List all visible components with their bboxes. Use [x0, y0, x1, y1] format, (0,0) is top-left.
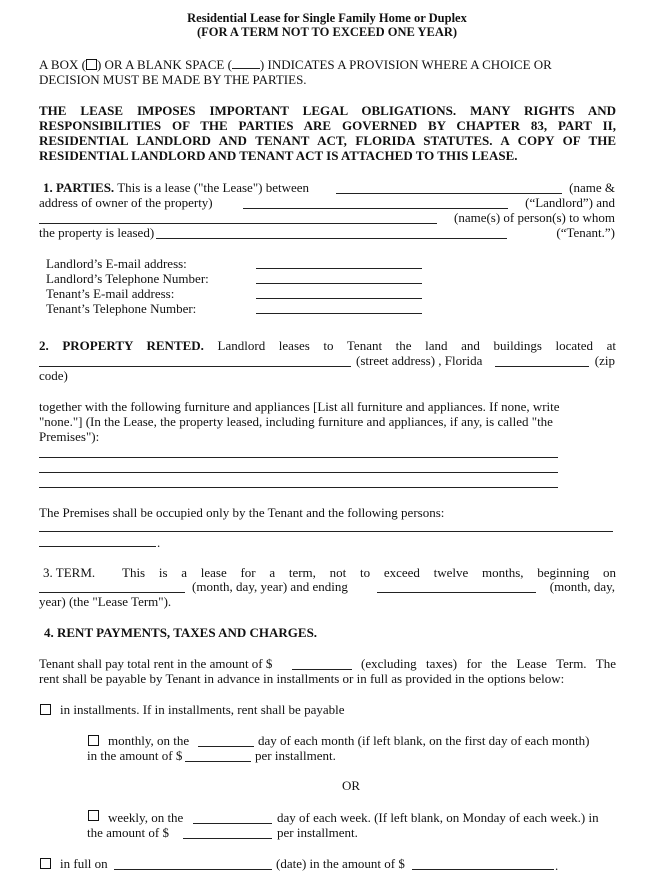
installments-label: in installments. If in installments, rent shall be payable: [60, 702, 345, 717]
or-separator: OR: [342, 778, 361, 793]
parties-heading: 1. PARTIES.: [43, 180, 115, 195]
total-rent-field[interactable]: [292, 669, 352, 670]
term-line-2-mid: (month, day, year) and ending: [192, 579, 348, 594]
landlord-email-label: Landlord’s E-mail address:: [46, 256, 187, 271]
parties-line-1-end: (name &: [569, 180, 615, 195]
furniture-line-3: Premises"):: [39, 429, 100, 444]
parties-line-2-end: (“Landlord”) and: [525, 195, 615, 210]
occupants-period: .: [157, 535, 161, 550]
full-label-a: in full on: [60, 856, 108, 871]
term-line-2-end: (month, day,: [549, 579, 615, 594]
weekly-label-c: the amount of $: [87, 825, 169, 840]
rent-line-1-b: (excluding taxes) for the Lease Term. The: [361, 656, 616, 671]
monthly-label-a: monthly, on the: [108, 733, 190, 748]
parties-line-1: [43, 180, 309, 195]
property-intro: Landlord leases to Tenant the land and buildings located at: [217, 338, 616, 353]
property-line-2-end: (zip: [594, 353, 615, 368]
notice-text-c: ) INDICATES A PROVISION WHERE A CHOICE OR: [259, 57, 552, 72]
monthly-day-field[interactable]: [198, 746, 254, 747]
notice-text-a: A BOX (: [39, 57, 86, 72]
term-start-field[interactable]: [39, 592, 185, 593]
tenant-name-field-2[interactable]: [156, 238, 507, 239]
monthly-amount-field[interactable]: [185, 761, 251, 762]
notice-text-b: ) OR A BLANK SPACE (: [96, 57, 232, 72]
term-intro: This is a lease for a term, not to exceed twelve months, beginning on: [122, 565, 616, 580]
property-line-3: code): [39, 368, 68, 383]
occupants-text: The Premises shall be occupied only by the Tenant and the following persons:: [39, 505, 445, 520]
weekly-label-a: weekly, on the: [108, 810, 184, 825]
warning-line-2: RESPONSIBILITIES OF THE PARTIES ARE GOVERNED BY CHAPTER 83, PART II,: [39, 118, 616, 133]
full-payment-checkbox[interactable]: [40, 858, 51, 869]
property-line-2-mid: (street address) , Florida: [356, 353, 483, 368]
monthly-label-d: per installment.: [255, 748, 336, 763]
property-heading: 2. PROPERTY RENTED.: [39, 338, 204, 353]
tenant-phone-field[interactable]: [256, 313, 422, 314]
street-address-field[interactable]: [39, 366, 351, 367]
monthly-label-b: day of each month (if left blank, on the first day of each month): [258, 733, 590, 748]
furniture-field-1[interactable]: [39, 457, 558, 458]
furniture-line-2: "none."] (In the Lease, the property leased, including furniture and appliances, if any, is called "the: [39, 414, 553, 429]
rent-line-1-a: Tenant shall pay total rent in the amount of $: [39, 656, 273, 671]
landlord-name-field[interactable]: [336, 193, 562, 194]
full-label-c: .: [555, 858, 559, 873]
warning-line-3: RESIDENTIAL LANDLORD AND TENANT ACT, FLORIDA STATUTES. A COPY OF THE: [39, 133, 616, 148]
weekly-checkbox[interactable]: [88, 810, 99, 821]
rent-line-2: rent shall be payable by Tenant in advance in installments or in full as provided in the options below:: [39, 671, 565, 686]
landlord-phone-label: Landlord’s Telephone Number:: [46, 271, 209, 286]
sample-blank: [232, 57, 260, 69]
zip-code-field[interactable]: [495, 366, 589, 367]
notice-line-2: DECISION MUST BE MADE BY THE PARTIES.: [39, 72, 307, 87]
occupants-field-1[interactable]: [39, 531, 613, 532]
sample-checkbox: [86, 59, 97, 70]
term-heading: 3. TERM.: [43, 565, 96, 580]
warning-line-4: RESIDENTIAL LANDLORD AND TENANT ACT IS ATTACHED TO THIS LEASE.: [39, 148, 518, 163]
weekly-label-d: per installment.: [277, 825, 358, 840]
rent-heading: 4. RENT PAYMENTS, TAXES AND CHARGES.: [44, 625, 318, 640]
tenant-phone-label: Tenant’s Telephone Number:: [46, 301, 197, 316]
installments-checkbox[interactable]: [40, 704, 51, 715]
weekly-day-field[interactable]: [193, 823, 272, 824]
document-subtitle: (FOR A TERM NOT TO EXCEED ONE YEAR): [196, 25, 458, 39]
document-title: Residential Lease for Single Family Home or Duplex: [187, 11, 467, 25]
parties-line-4-end: (“Tenant.”): [556, 225, 615, 240]
landlord-phone-field[interactable]: [256, 283, 422, 284]
landlord-address-field[interactable]: [243, 208, 508, 209]
full-date-field[interactable]: [114, 869, 272, 870]
parties-intro: This is a lease ("the Lease") between: [117, 180, 310, 195]
parties-line-3-end: (name(s) of person(s) to whom: [453, 210, 615, 225]
property-line-1: [39, 338, 616, 353]
term-end-field[interactable]: [377, 592, 536, 593]
tenant-email-field[interactable]: [256, 298, 422, 299]
term-line-3: year) (the "Lease Term").: [39, 594, 172, 609]
term-line-1: [122, 565, 616, 580]
landlord-email-field[interactable]: [256, 268, 422, 269]
tenant-name-field[interactable]: [39, 223, 437, 224]
weekly-amount-field[interactable]: [183, 838, 272, 839]
full-label-b: (date) in the amount of $: [276, 856, 405, 871]
tenant-email-label: Tenant’s E-mail address:: [46, 286, 175, 301]
notice-line-1: [39, 57, 552, 72]
monthly-label-c: in the amount of $: [87, 748, 183, 763]
warning-line-1: THE LEASE IMPOSES IMPORTANT LEGAL OBLIGATIONS. MANY RIGHTS AND: [39, 103, 616, 118]
parties-line-2: address of owner of the property): [39, 195, 213, 210]
furniture-line-1: together with the following furniture and appliances [List all furniture and appliances. If none, write: [39, 399, 560, 414]
parties-line-4: the property is leased): [39, 225, 155, 240]
weekly-label-b: day of each week. (If left blank, on Monday of each week.) in: [277, 810, 599, 825]
monthly-checkbox[interactable]: [88, 735, 99, 746]
full-amount-field[interactable]: [412, 869, 554, 870]
furniture-field-3[interactable]: [39, 487, 558, 488]
furniture-field-2[interactable]: [39, 472, 558, 473]
occupants-field-2[interactable]: [39, 546, 156, 547]
